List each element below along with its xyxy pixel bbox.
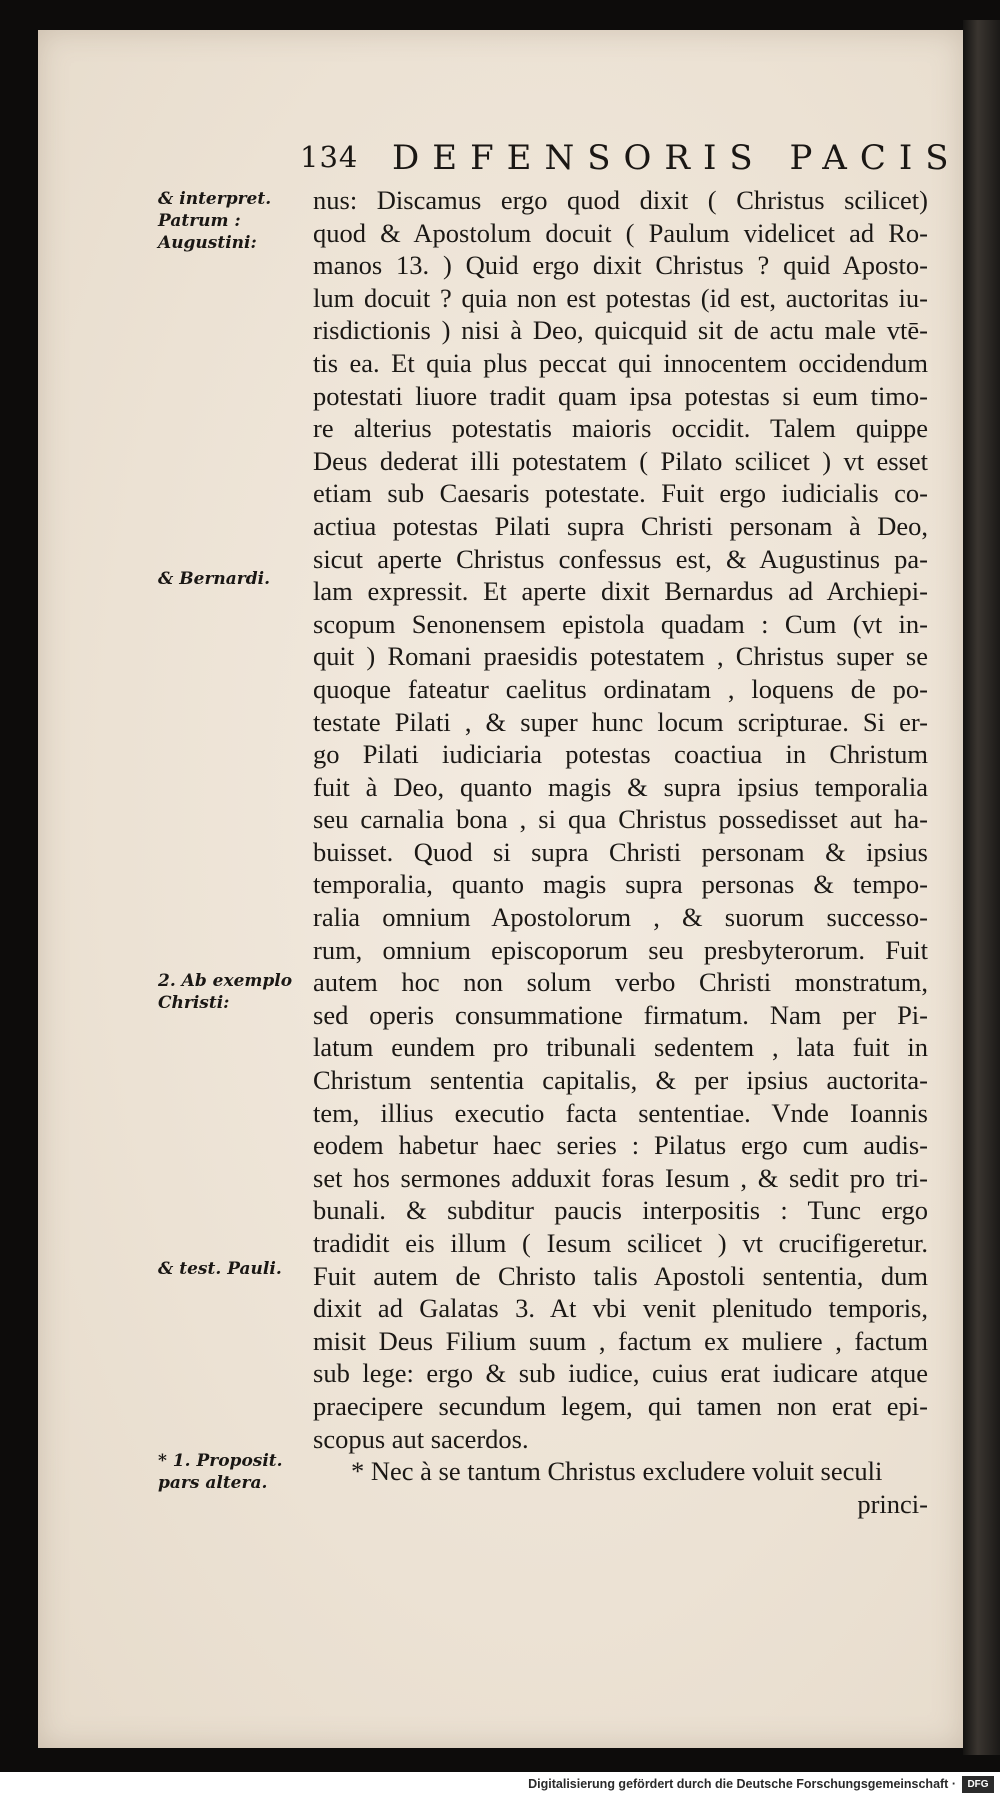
catchword: princi- [857, 1488, 928, 1519]
text-line: fuit à Deo, quanto magis & supra ipsius temporalia [313, 771, 928, 802]
text-line: tem, illius executio facta sententiae. Vnde Ioannis [313, 1097, 928, 1128]
text-line: nus: Discamus ergo quod dixit ( Christus scilicet) [313, 185, 928, 215]
text-line: scopum Senonensem epistola quadam : Cum (vt in- [313, 608, 928, 639]
text-line: etiam sub Caesaris potestate. Fuit ergo iudicialis co- [313, 478, 928, 509]
text-line: risdictionis ) nisi à Deo, quicquid sit de actu male vtē- [313, 315, 928, 346]
text-line: lam expressit. Et aperte dixit Bernardus ad Archiepi- [313, 576, 928, 607]
text-line: buisset. Quod si supra Christi personam & ipsius [313, 836, 928, 867]
margin-note-bernardi [158, 568, 308, 590]
body-text [313, 184, 928, 1520]
text-line: misit Deus Filium suum , factum ex muliere , factum [313, 1325, 928, 1356]
text-line: sub lege: ergo & sub iudice, cuius erat iudicare atque [313, 1358, 928, 1389]
text-line: set hos sermones adduxit foras Iesum , & sedit pro tri- [313, 1162, 928, 1193]
text-line: temporalia, quanto magis supra personas & tempo- [313, 869, 928, 900]
dfg-logo: DFG [962, 1776, 994, 1793]
footer-bar [0, 1772, 1000, 1800]
text-line: tis ea. Et quia plus peccat qui innocentem occidendum [313, 347, 928, 378]
text-line: testate Pilati , & super hunc locum scripturae. Si er- [313, 706, 928, 737]
text-line: * Nec à se tantum Christus excludere voluit seculi [351, 1456, 883, 1487]
text-line: latum eundem pro tribunali sedentem , lata fuit in [313, 1032, 928, 1063]
text-line: Fuit autem de Christo talis Apostoli sententia, dum [313, 1260, 928, 1291]
text-line: actiua potestas Pilati supra Christi personam à Deo, [313, 510, 928, 541]
page-number: 134 [300, 140, 359, 174]
text-line: lum docuit ? quia non est potestas (id est, auctoritas iu- [313, 282, 928, 313]
margin-note-line: 2. Ab exemplo [158, 971, 293, 991]
book-edge [963, 20, 1000, 1755]
margin-note-exemplo-christi [158, 970, 308, 1014]
margin-note-line: Patrum : [158, 211, 241, 231]
margin-note-propositio [158, 1450, 308, 1494]
margin-note-line: & test. Pauli. [158, 1259, 282, 1279]
text-line: potestati liuore tradit quam ipsa potestas si eum timo- [313, 380, 928, 411]
text-line: quod & Apostolum docuit ( Paulum videlicet ad Ro- [313, 217, 928, 248]
text-line: dixit ad Galatas 3. At vbi venit plenitudo temporis, [313, 1293, 928, 1324]
margin-note-line: pars altera. [158, 1473, 268, 1493]
text-line: Christum sententia capitalis, & per ipsius auctorita- [313, 1065, 928, 1096]
text-line: quoque fateatur caelitus ordinatam , loquens de po- [313, 673, 928, 704]
text-line: rum, omnium episcoporum seu presbyterorum. Fuit [313, 934, 928, 965]
text-line: eodem habetur haec series : Pilatus ergo cum audis- [313, 1130, 928, 1161]
text-line: bunali. & subditur paucis interpositis : Tunc ergo [313, 1195, 928, 1226]
margin-note-line: & interpret. [158, 189, 272, 209]
text-line: scopus aut sacerdos. [313, 1423, 529, 1454]
text-line: sed operis consummatione firmatum. Nam per Pi- [313, 999, 928, 1030]
running-title: DEFENSORIS PACIS [392, 138, 962, 178]
margin-note-augustini [158, 188, 308, 254]
margin-note-line: & Bernardi. [158, 569, 271, 589]
text-line: tradidit eis illum ( Iesum scilicet ) vt crucifigeretur. [313, 1228, 928, 1258]
page-header [300, 138, 962, 182]
margin-note-line: Christi: [158, 993, 230, 1013]
text-line: autem hoc non solum verbo Christi monstratum, [313, 967, 928, 998]
text-line: sicut aperte Christus confessus est, & Augustinus pa- [313, 543, 928, 574]
text-line: Deus dederat illi potestatem ( Pilato scilicet ) vt esset [313, 445, 928, 476]
text-line: re alterius potestatis maioris occidit. Talem quippe [313, 413, 928, 444]
margin-note-test-pauli [158, 1258, 308, 1280]
margin-note-line: Augustini: [158, 233, 257, 253]
text-line: quit ) Romani praesidis potestatem , Christus super se [313, 641, 928, 672]
text-line: praecipere secundum legem, qui tamen non erat epi- [313, 1390, 928, 1421]
margin-note-line: * 1. Proposit. [158, 1451, 283, 1471]
funding-credit: Digitalisierung gefördert durch die Deutsche Forschungsgemeinschaft · [528, 1777, 956, 1791]
text-line: ralia omnium Apostolorum , & suorum successo- [313, 902, 928, 933]
marginalia [158, 0, 308, 1800]
text-line: seu carnalia bona , si qua Christus possedisset aut ha- [313, 804, 928, 835]
text-line: go Pilati iudiciaria potestas coactiua in Christum [313, 739, 928, 770]
text-line: manos 13. ) Quid ergo dixit Christus ? quid Aposto- [313, 250, 928, 281]
